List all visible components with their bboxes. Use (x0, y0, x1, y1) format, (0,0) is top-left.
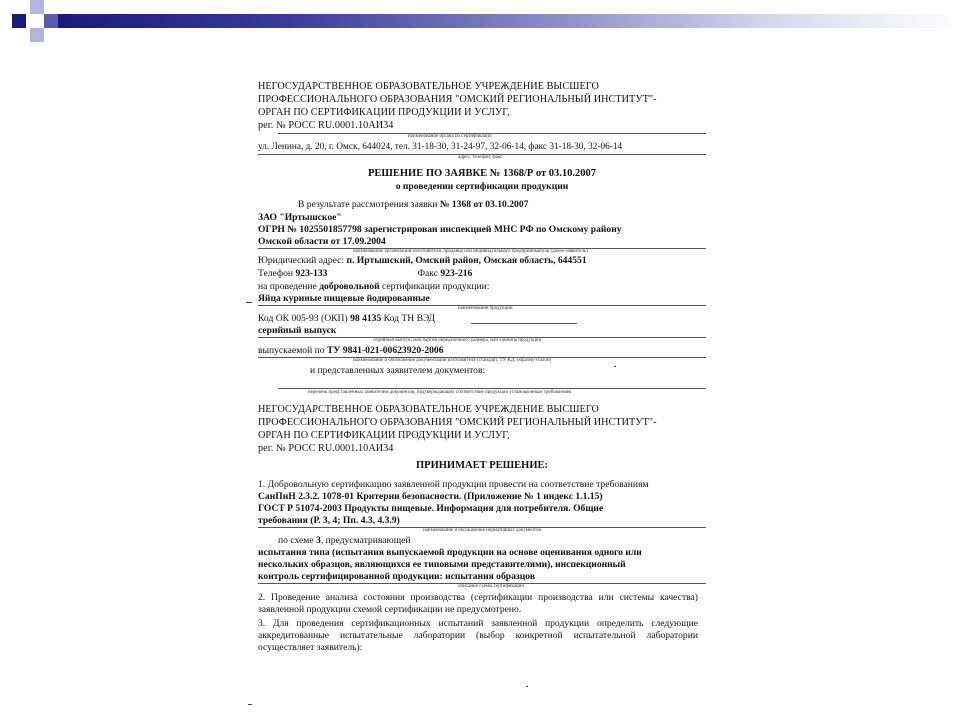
org-reg-number: рег. № РОСС RU.0001.10АИ34 (258, 120, 394, 131)
slide-header-decoration (0, 0, 960, 60)
rule (278, 388, 706, 389)
org-repeat-line-2: ПРОФЕССИОНАЛЬНОГО ОБРАЗОВАНИЯ "ОМСКИЙ РЕГИОНАЛЬНЫЙ ИНСТИТУТ"- (258, 417, 657, 428)
caption-serial: серийный выпуск, или партия определенного размера, или единица продукции (373, 338, 542, 343)
p1-line-3: ГОСТ Р 51074-2003 Продукты пищевые. Информация для потребителя. Общие (258, 503, 604, 514)
decision-subtitle: о проведении сертификации продукции (395, 181, 569, 192)
scan-speck (248, 704, 252, 705)
proceed-suffix: сертификации продукции: (379, 281, 490, 292)
okp-code: 98 4135 (350, 313, 382, 324)
p1-line-4: требования (Р. 3, 4; Пп. 4.3, 4.3.9) (258, 515, 400, 526)
caption-org: наименование органа по сертификации (408, 134, 492, 139)
decor-square-dark (12, 14, 26, 28)
proceed-prefix: на проведение (258, 281, 320, 292)
product-name: Яйца куриные пищевые йодированные (258, 293, 430, 304)
serial-release: серийный выпуск (258, 325, 337, 336)
scan-speck (526, 686, 528, 687)
fax-label: Факс (417, 268, 441, 279)
scan-speck (246, 302, 252, 303)
scheme-desc-line-1: испытания типа (испытания выпускаемой продукции на основе оценивания одного или (258, 547, 642, 558)
fax-value: 923-216 (440, 268, 473, 279)
header-gradient-bar (58, 14, 960, 28)
caption-submitted: перечень представленных заявителем документов, подтверждающих соответствие продукции установленным требованиям (308, 390, 572, 395)
org-line-3: ОРГАН ПО СЕРТИФИКАЦИИ ПРОДУКЦИИ И УСЛУГ, (258, 107, 510, 118)
review-number: № 1368 от 03.10.2007 (439, 199, 529, 210)
certification-type: добровольной (319, 281, 380, 292)
submitted-documents: и представленных заявителем документов: (310, 365, 486, 376)
scheme-prefix: по схеме (278, 535, 317, 546)
decision-title: РЕШЕНИЕ ПО ЗАЯВКЕ № 1368/Р от 03.10.2007 (367, 168, 597, 179)
caption-released: наименование и обозначение документации изготовителя (стандарт, ТУ, КД, образец-эталон) (353, 358, 552, 363)
rule (278, 133, 706, 134)
product-codes (258, 314, 435, 324)
legal-address-value: п. Иртышский, Омский район, Омская область, 644551 (346, 255, 587, 266)
caption-product: наименование продукции (458, 306, 513, 311)
org-repeat-line-1: НЕГОСУДАРСТВЕННОЕ ОБРАЗОВАТЕЛЬНОЕ УЧРЕЖДЕНИЕ ВЫСШЕГО (258, 404, 599, 415)
okp-label: Код ОК 005-93 (ОКП) (258, 313, 351, 324)
scanned-document (258, 72, 706, 712)
scheme-number: 3 (316, 535, 321, 546)
scheme-line (278, 536, 410, 546)
phone-value: 923-133 (295, 268, 328, 279)
decor-square-mid (44, 14, 58, 28)
review-line (298, 200, 528, 210)
scheme-desc-line-2: нескольких образцов, являющихся ее типовыми представителями), инспекционный (258, 559, 626, 570)
org-repeat-line-3: ОРГАН ПО СЕРТИФИКАЦИИ ПРОДУКЦИИ И УСЛУГ, (258, 430, 510, 441)
spec-number: ТУ 9841-021-00623920-2006 (326, 345, 444, 356)
org-line-1: НЕГОСУДАРСТВЕННОЕ ОБРАЗОВАТЕЛЬНОЕ УЧРЕЖДЕНИЕ ВЫСШЕГО (258, 81, 599, 92)
tnved-blank-line (471, 323, 577, 324)
decor-square-light (30, 0, 44, 14)
legal-address-label: Юридический адрес: (258, 255, 347, 266)
org-address: ул. Ленина, д. 20, г. Омск, 644024, тел. 31-18-30, 31-24-97, 32-06-14, факс 31-18-30, 32-06-14 (258, 142, 623, 152)
org-repeat-reg-number: рег. № РОСС RU.0001.10АИ34 (258, 443, 394, 454)
p1-line-2: СанПиН 2.3.2. 1078-01 Критерии безопасности. (Приложение № 1 индекс 1.1.15) (258, 491, 603, 502)
scan-speck (614, 366, 616, 367)
applicant-name: ЗАО "Иртышское" (258, 212, 342, 223)
scheme-suffix: , предусматривающей (320, 535, 411, 546)
applicant-ogrn: ОГРН № 1025501857798 зарегистрирован инспекцией МНС РФ по Омскому району (258, 224, 622, 235)
p1-line-1: 1. Добровольную сертификацию заявленной продукции провести на соответствие требованиям (258, 479, 649, 490)
org-line-2: ПРОФЕССИОНАЛЬНОГО ОБРАЗОВАНИЯ "ОМСКИЙ РЕГИОНАЛЬНЫЙ ИНСТИТУТ"- (258, 94, 657, 105)
paragraph-3: 3. Для проведения сертификационных испытаний заявленной продукции определить следующие аккредитованные испытательные лаборатории (выбор конкретной испытательной лаборатории осуществляет заявитель): (258, 618, 698, 653)
decor-square-light (30, 28, 44, 42)
released-prefix: выпускаемой по (258, 345, 327, 356)
certification-type-line (258, 282, 489, 292)
legal-address (258, 256, 587, 266)
released-by-spec (258, 346, 444, 356)
phone-label: Телефон (258, 268, 296, 279)
applicant-ogrn-date: Омской области от 17.09.2004 (258, 236, 386, 247)
decision-heading: ПРИНИМАЕТ РЕШЕНИЕ: (416, 460, 548, 471)
paragraph-2: 2. Проведение анализа состояния производства (сертификации производства или системы качества) заявленной продукции схемой сертификации не предусмотрено. (258, 592, 698, 615)
caption-scheme: описание схемы сертификации (458, 584, 525, 589)
phone-line (258, 269, 472, 279)
tnved-label: Код ТН ВЭД (381, 313, 436, 324)
caption-address: адрес, телефон, факс (458, 155, 503, 160)
scheme-desc-line-3: контроль сертифицированной продукции: испытания образцов (258, 571, 536, 582)
caption-norms: наименование и обозначение нормативных документов (423, 528, 541, 533)
review-prefix: В результате рассмотрения заявки (298, 199, 440, 210)
caption-applicant: наименование организации-изготовителя, продавца или индивидуального предпринимателя (далее-заявитель) (353, 249, 588, 254)
